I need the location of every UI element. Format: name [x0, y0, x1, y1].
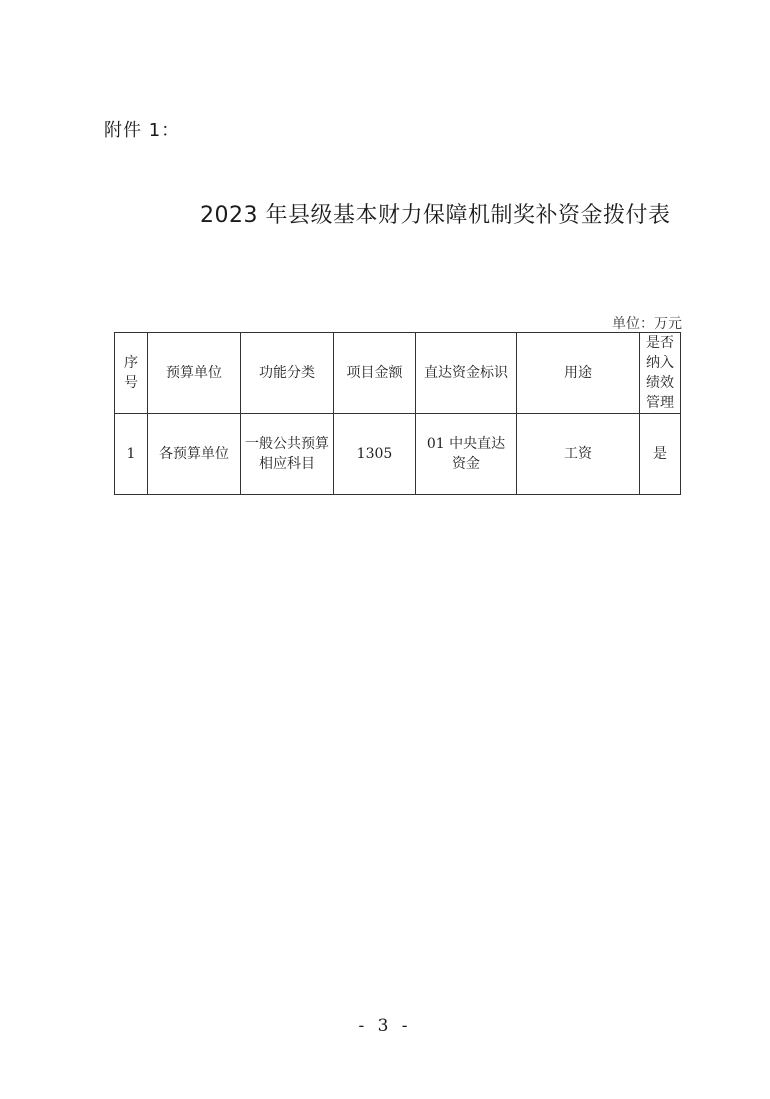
- header-serial-no: 序号: [115, 333, 148, 414]
- table-header-row: [115, 333, 681, 414]
- table-row: [115, 414, 681, 495]
- header-performance-mgmt: 是否纳入绩效管理: [640, 333, 681, 414]
- page-title: 2023 年县级基本财力保障机制奖补资金拨付表: [200, 203, 671, 228]
- cell-performance-mgmt: 是: [640, 414, 681, 495]
- header-project-amount: 项目金额: [334, 333, 416, 414]
- cell-direct-fund-id: 01 中央直达资金: [416, 414, 517, 495]
- header-budget-unit: 预算单位: [148, 333, 241, 414]
- header-direct-fund-id: 直达资金标识: [416, 333, 517, 414]
- unit-label: 单位：万元: [612, 316, 682, 332]
- cell-function-class: 一般公共预算相应科目: [241, 414, 334, 495]
- page-number: - 3 -: [358, 1016, 412, 1036]
- cell-budget-unit: 各预算单位: [148, 414, 241, 495]
- header-purpose: 用途: [517, 333, 640, 414]
- cell-purpose: 工资: [517, 414, 640, 495]
- header-function-class: 功能分类: [241, 333, 334, 414]
- attachment-label: 附件 1：: [104, 120, 181, 141]
- allocation-table: [114, 332, 681, 495]
- cell-project-amount: 1305: [334, 414, 416, 495]
- cell-serial-no: 1: [115, 414, 148, 495]
